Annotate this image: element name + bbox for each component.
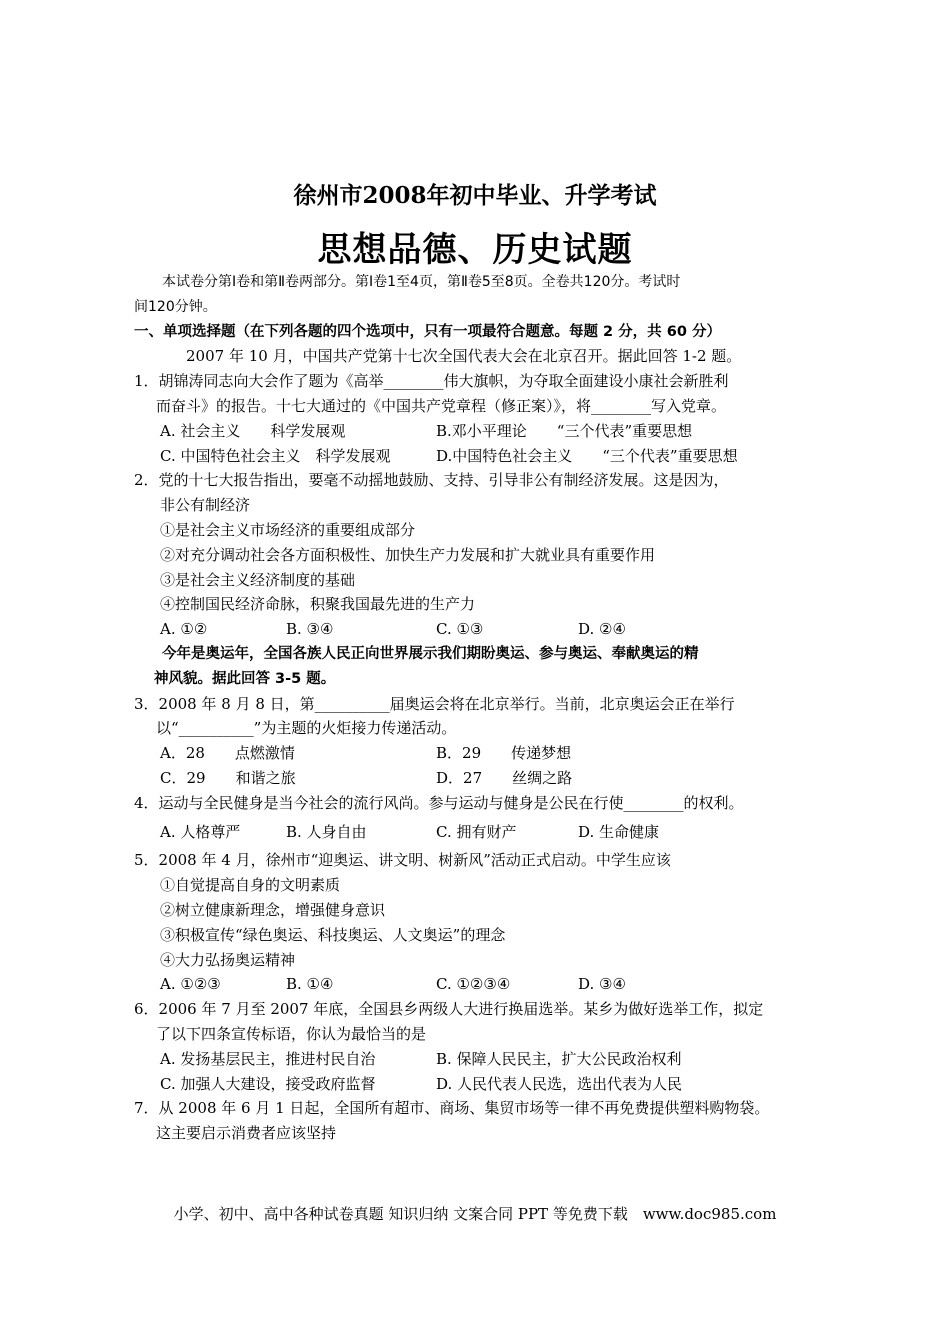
statement-1: ①是社会主义市场经济的重要组成部分 xyxy=(160,520,416,539)
option-d: D.中国特色社会主义 “三个代表”重要思想 xyxy=(436,446,738,465)
option-b: B. ③④ xyxy=(286,620,334,639)
question-group-lead: 今年是奥运年，全国各族人民正向世界展示我们期盼奥运、参与奥运、奉献奥运的精 xyxy=(162,645,699,662)
option-d: D. 生命健康 xyxy=(578,822,660,841)
question-3-stem: 以“__________”为主题的火炬接力传递活动。 xyxy=(156,719,457,738)
option-d: D．27 丝绸之路 xyxy=(436,768,573,787)
question-7-stem: 这主要启示消费者应该坚持 xyxy=(156,1124,337,1143)
option-b: B．29 传递梦想 xyxy=(436,744,572,763)
exam-subject-title: 思想品德、历史试题 xyxy=(317,230,633,270)
option-b: B.邓小平理论 “三个代表”重要思想 xyxy=(436,421,693,440)
question-1-stem: 而奋斗》的报告。十七大通过的《中国共产党章程（修正案）》，将________写入党章。 xyxy=(156,396,727,415)
question-1-options xyxy=(134,419,834,444)
exam-body xyxy=(134,270,834,1146)
question-7-stem: 7．从 2008 年 6 月 1 日起，全国所有超市、商场、集贸市场等一律不再免费提供塑料购物袋。 xyxy=(134,1099,770,1118)
intro-line: 本试卷分第Ⅰ卷和第Ⅱ卷两部分。第Ⅰ卷1至4页，第Ⅱ卷5至8页。全卷共120分。考试时 xyxy=(162,274,681,290)
option-c: C. 拥有财产 xyxy=(436,822,517,841)
option-d: D. ②④ xyxy=(578,620,626,639)
question-5-options xyxy=(134,972,834,997)
option-d: D. 人民代表人民选，选出代表为人民 xyxy=(436,1074,683,1093)
option-a: A. 人格尊严 xyxy=(160,822,241,841)
question-6-options xyxy=(134,1047,834,1072)
statement-4: ④控制国民经济命脉，积聚我国最先进的生产力 xyxy=(160,595,476,614)
question-3-stem: 3．2008 年 8 月 8 日，第__________届奥运会将在北京举行。当前，北京奥运会正在举行 xyxy=(134,694,735,713)
question-1-options xyxy=(134,444,834,469)
option-d: D. ③④ xyxy=(578,975,626,994)
statement-4: ④大力弘扬奥运精神 xyxy=(160,950,296,969)
option-b: B. ①④ xyxy=(286,975,334,994)
question-2-options xyxy=(134,617,834,642)
statement-2: ②树立健康新理念，增强健身意识 xyxy=(160,900,386,919)
intro-line: 间120分钟。 xyxy=(134,298,217,315)
option-c: C. 中国特色社会主义 科学发展观 xyxy=(160,446,391,465)
page-footer: 小学、初中、高中各种试卷真题 知识归纳 文案合同 PPT 等免费下载 www.doc985.com xyxy=(173,1205,777,1223)
option-b: B. 保障人民民主，扩大公民政治权利 xyxy=(436,1049,682,1068)
question-group-lead: 2007 年 10 月，中国共产党第十七次全国代表大会在北京召开。据此回答 1-2 题。 xyxy=(186,347,742,366)
option-a: A. ①② xyxy=(160,620,208,639)
option-c: C．29 和谐之旅 xyxy=(160,768,296,787)
option-a: A. 社会主义 科学发展观 xyxy=(160,421,346,440)
option-c: C. 加强人大建设，接受政府监督 xyxy=(160,1074,376,1093)
option-c: C. ①②③④ xyxy=(436,975,511,994)
question-5-stem: 5．2008 年 4 月，徐州市“迎奥运、讲文明、树新风”活动正式启动。中学生应该 xyxy=(134,851,671,870)
question-2-stem: 2．党的十七大报告指出，要毫不动摇地鼓励、支持、引导非公有制经济发展。这是因为， xyxy=(134,471,729,490)
option-c: C. ①③ xyxy=(436,620,484,639)
question-3-options xyxy=(134,766,834,791)
option-a: A．28 点燃激情 xyxy=(160,744,295,763)
question-6-stem: 了以下四条宣传标语，你认为最恰当的是 xyxy=(156,1024,427,1043)
statement-1: ①自觉提高自身的文明素质 xyxy=(160,876,341,895)
statement-3: ③是社会主义经济制度的基础 xyxy=(160,570,356,589)
question-4-options xyxy=(134,820,834,845)
question-6-options xyxy=(134,1072,834,1097)
question-1-stem: 1．胡锦涛同志向大会作了题为《高举________伟大旗帜，为夺取全面建设小康社会新胜利 xyxy=(134,372,729,391)
statement-2: ②对充分调动社会各方面积极性、加快生产力发展和扩大就业具有重要作用 xyxy=(160,545,656,564)
question-4-stem: 4．运动与全民健身是当今社会的流行风尚。参与运动与健身是公民在行使________的权利。 xyxy=(134,793,744,812)
section-heading: 一、单项选择题（在下列各题的四个选项中，只有一项最符合题意。每题 2 分，共 60 分） xyxy=(134,323,721,340)
question-2-stem: 非公有制经济 xyxy=(160,496,251,515)
statement-3: ③积极宣传“绿色奥运、科技奥运、人文奥运”的理念 xyxy=(160,925,506,944)
exam-title: 徐州市2008年初中毕业、升学考试 xyxy=(293,182,657,209)
question-group-lead: 神风貌。据此回答 3-5 题。 xyxy=(154,670,336,687)
question-6-stem: 6．2006 年 7 月至 2007 年底，全国县乡两级人大进行换届选举。某乡为做好选举工作，拟定 xyxy=(134,1000,764,1019)
question-3-options xyxy=(134,741,834,766)
option-a: A. 发扬基层民主，推进村民自治 xyxy=(160,1049,376,1068)
option-a: A. ①②③ xyxy=(160,975,221,994)
option-b: B. 人身自由 xyxy=(286,822,367,841)
